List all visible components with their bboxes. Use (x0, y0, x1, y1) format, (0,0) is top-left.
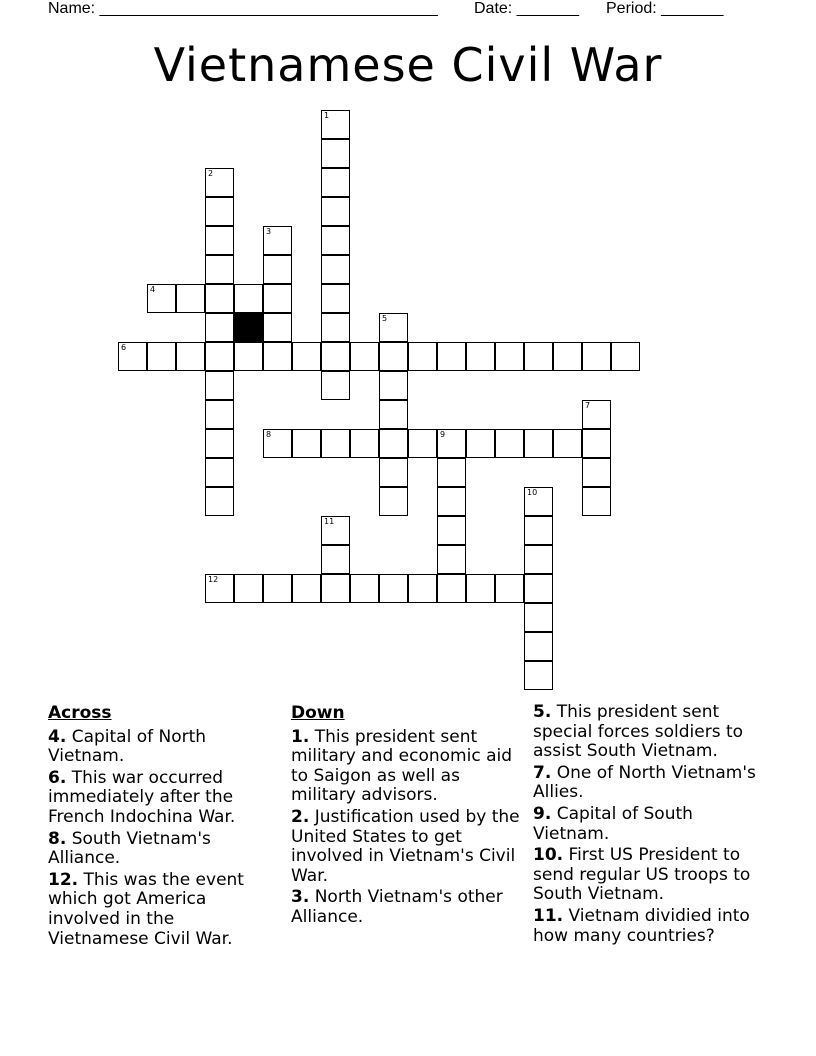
clue-number-label: 7. (533, 762, 552, 783)
clue-item (291, 888, 527, 927)
clue-number: 11 (324, 517, 335, 526)
crossword-cell[interactable] (379, 429, 408, 458)
clue-number: 6 (121, 343, 127, 352)
crossword-cell[interactable] (466, 574, 495, 603)
clue-item (48, 871, 268, 949)
clue-number: 5 (382, 314, 388, 323)
crossword-cell[interactable] (437, 574, 466, 603)
crossword-cell[interactable] (524, 632, 553, 661)
crossword-cell[interactable] (524, 574, 553, 603)
across-heading: Across (48, 703, 112, 723)
crossword-cell[interactable] (205, 255, 234, 284)
page-title: Vietnamese Civil War (153, 38, 663, 92)
crossword-cell[interactable] (147, 284, 176, 313)
clue-text: Capital of North Vietnam. (48, 726, 207, 767)
crossword-cell[interactable] (321, 226, 350, 255)
clue-number-label: 2. (291, 806, 310, 827)
crossword-cell[interactable] (205, 458, 234, 487)
crossword-cell[interactable] (205, 284, 234, 313)
crossword-cell[interactable] (321, 284, 350, 313)
crossword-cell[interactable] (205, 574, 234, 603)
clue-number: 1 (324, 111, 330, 120)
crossword-cell[interactable] (205, 400, 234, 429)
clue-number: 4 (150, 285, 156, 294)
crossword-cell[interactable] (495, 429, 524, 458)
crossword-cell[interactable] (263, 574, 292, 603)
crossword-cell[interactable] (205, 226, 234, 255)
date-field-label: Date: _______ (474, 0, 579, 17)
crossword-cell[interactable] (147, 342, 176, 371)
crossword-cell[interactable] (234, 284, 263, 313)
crossword-cell[interactable] (321, 429, 350, 458)
clue-text: Capital of South Vietnam. (533, 803, 693, 844)
clue-number: 2 (208, 169, 214, 178)
down-clue-list-continued (533, 703, 773, 946)
crossword-cell[interactable] (321, 110, 350, 139)
crossword-cell[interactable] (582, 487, 611, 516)
crossword-cell[interactable] (524, 545, 553, 574)
clue-number: 3 (266, 227, 272, 236)
clue-item (533, 907, 773, 946)
crossword-cell[interactable] (379, 313, 408, 342)
crossword-cell[interactable] (379, 458, 408, 487)
across-clue-list (48, 728, 268, 950)
clue-number-label: 12. (48, 869, 79, 890)
crossword-cell[interactable] (350, 429, 379, 458)
crossword-cell[interactable] (292, 342, 321, 371)
crossword-cell[interactable] (118, 342, 147, 371)
clue-text: This war occurred immediately after the French Indochina War. (48, 767, 236, 827)
clue-number: 12 (208, 575, 219, 584)
clue-item (291, 728, 527, 806)
clue-text: This was the event which got America involved in the Vietnamese Civil War. (48, 869, 244, 949)
period-field-label: Period: _______ (606, 0, 724, 17)
crossword-cell[interactable] (524, 661, 553, 690)
crossword-cell[interactable] (292, 429, 321, 458)
crossword-cell[interactable] (466, 342, 495, 371)
crossword-cell[interactable] (350, 342, 379, 371)
crossword-cell[interactable] (524, 487, 553, 516)
name-field-label: Name: ______________________________________ (48, 0, 438, 17)
crossword-cell[interactable] (321, 371, 350, 400)
clue-item (291, 808, 527, 886)
down-clues-column-continued (533, 703, 773, 948)
crossword-cell[interactable] (263, 255, 292, 284)
clue-number-label: 8. (48, 828, 67, 849)
crossword-cell[interactable] (582, 429, 611, 458)
crossword-cell[interactable] (582, 400, 611, 429)
clue-item (533, 846, 773, 905)
clue-item (48, 728, 268, 767)
clue-number-label: 10. (533, 845, 564, 866)
clue-number: 8 (266, 430, 272, 439)
crossword-cell[interactable] (176, 342, 205, 371)
crossword-cell[interactable] (408, 342, 437, 371)
crossword-cell[interactable] (466, 429, 495, 458)
crossword-cell[interactable] (263, 284, 292, 313)
blocked-cell (234, 313, 263, 342)
clue-number: 10 (527, 488, 538, 497)
clue-number-label: 9. (533, 803, 552, 824)
crossword-cell[interactable] (495, 574, 524, 603)
down-clues-column (291, 704, 527, 930)
clue-text: Vietnam dividied into how many countries? (533, 905, 750, 946)
crossword-cell[interactable] (437, 545, 466, 574)
crossword-cell[interactable] (611, 342, 640, 371)
clue-number-label: 1. (291, 726, 310, 747)
crossword-cell[interactable] (234, 574, 263, 603)
crossword-cell[interactable] (263, 313, 292, 342)
crossword-cell[interactable] (437, 458, 466, 487)
crossword-cell[interactable] (524, 516, 553, 545)
clue-number-label: 3. (291, 887, 310, 908)
crossword-cell[interactable] (321, 342, 350, 371)
crossword-cell[interactable] (205, 371, 234, 400)
crossword-cell[interactable] (437, 487, 466, 516)
crossword-cell[interactable] (321, 255, 350, 284)
crossword-cell[interactable] (205, 197, 234, 226)
crossword-cell[interactable] (321, 139, 350, 168)
crossword-cell[interactable] (234, 342, 263, 371)
crossword-cell[interactable] (176, 284, 205, 313)
crossword-cell[interactable] (321, 545, 350, 574)
crossword-cell[interactable] (321, 313, 350, 342)
crossword-cell[interactable] (408, 429, 437, 458)
crossword-cell[interactable] (582, 342, 611, 371)
clue-text: This president sent special forces soldiers to assist South Vietnam. (533, 702, 744, 762)
clue-number-label: 11. (533, 905, 564, 926)
crossword-cell[interactable] (292, 574, 321, 603)
clue-number-label: 6. (48, 767, 67, 788)
crossword-cell[interactable] (379, 574, 408, 603)
crossword-cell[interactable] (205, 342, 234, 371)
crossword-cell[interactable] (437, 429, 466, 458)
crossword-cell[interactable] (379, 487, 408, 516)
crossword-cell[interactable] (379, 400, 408, 429)
crossword-cell[interactable] (524, 603, 553, 632)
clue-text: South Vietnam's Alliance. (48, 828, 211, 869)
crossword-cell[interactable] (379, 342, 408, 371)
crossword-cell[interactable] (408, 574, 437, 603)
clue-text: One of North Vietnam's Allies. (533, 762, 756, 803)
down-heading: Down (291, 703, 345, 723)
crossword-cell[interactable] (205, 429, 234, 458)
crossword-cell[interactable] (524, 429, 553, 458)
crossword-cell[interactable] (379, 371, 408, 400)
down-clue-list (291, 728, 527, 928)
crossword-cell[interactable] (321, 168, 350, 197)
crossword-cell[interactable] (321, 574, 350, 603)
clue-text: North Vietnam's other Alliance. (291, 887, 503, 927)
clue-item (533, 805, 773, 844)
crossword-cell[interactable] (553, 342, 582, 371)
crossword-cell[interactable] (321, 197, 350, 226)
crossword-cell[interactable] (495, 342, 524, 371)
crossword-cell[interactable] (263, 429, 292, 458)
crossword-cell[interactable] (553, 429, 582, 458)
clue-item (533, 703, 773, 762)
clue-item (533, 764, 773, 803)
crossword-cell[interactable] (205, 168, 234, 197)
crossword-cell[interactable] (263, 226, 292, 255)
crossword-cell[interactable] (321, 516, 350, 545)
clue-number: 9 (440, 430, 446, 439)
clue-item (48, 830, 268, 869)
across-clues-column (48, 704, 268, 951)
clue-number-label: 5. (533, 702, 552, 722)
crossword-cell[interactable] (582, 458, 611, 487)
clue-text: This president sent military and economic aid to Saigon as well as military advisors. (291, 726, 512, 806)
crossword-cell[interactable] (350, 574, 379, 603)
crossword-cell[interactable] (205, 487, 234, 516)
crossword-cell[interactable] (205, 313, 234, 342)
clue-number: 7 (585, 401, 591, 410)
clue-text: First US President to send regular US troops to South Vietnam. (533, 845, 751, 905)
crossword-cell[interactable] (437, 342, 466, 371)
clue-item (48, 769, 268, 828)
crossword-cell[interactable] (263, 342, 292, 371)
clue-text: Justification used by the United States to get involved in Vietnam's Civil War. (291, 806, 520, 886)
crossword-cell[interactable] (437, 516, 466, 545)
crossword-cell[interactable] (524, 342, 553, 371)
clue-number-label: 4. (48, 726, 67, 747)
